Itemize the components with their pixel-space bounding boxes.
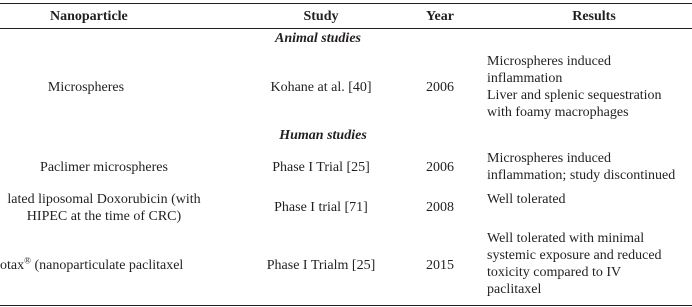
cell-study: Phase I Trialm [25] (266, 258, 376, 273)
results-line: Microspheres induced (487, 54, 612, 69)
results-line: Liver and splenic sequestration (487, 88, 662, 103)
header-results: Results (572, 9, 616, 24)
cell-nanoparticle: Microspheres (47, 80, 125, 95)
section-title-human: Human studies (279, 128, 367, 143)
results-line: Microspheres induced (487, 151, 612, 166)
cell-nanoparticle: Paclimer microspheres (40, 160, 168, 175)
table-bottom-rule (0, 305, 692, 306)
results-line: inflammation; study discontinued (487, 168, 676, 183)
results-line: toxicity compared to IV (487, 265, 622, 280)
cell-results (487, 191, 687, 208)
results-line: systemic exposure and reduced (487, 248, 662, 263)
table-top-rule (0, 3, 692, 4)
cell-results (487, 53, 687, 121)
nanoparticle-suffix: (nanoparticulate paclitaxel (30, 258, 184, 273)
nanoparticle-line: lated liposomal Doxorubicin (with (7, 192, 201, 207)
header-study: Study (303, 9, 339, 24)
cell-study: Kohane at al. [40] (270, 80, 372, 95)
cell-results (487, 150, 687, 184)
results-line: with foamy macrophages (487, 105, 629, 120)
cell-year: 2015 (426, 258, 454, 273)
header-rule (0, 28, 692, 29)
cell-year: 2008 (426, 200, 454, 215)
cell-year: 2006 (426, 160, 454, 175)
cell-nanoparticle (0, 257, 183, 274)
header-year: Year (426, 9, 454, 24)
results-line: inflammation (487, 71, 563, 86)
registered-mark: ® (24, 255, 31, 266)
cell-year: 2006 (426, 80, 454, 95)
results-line: paclitaxel (487, 282, 542, 297)
cell-results (487, 230, 687, 298)
results-line: Well tolerated with minimal (487, 231, 645, 246)
cell-study: Phase I Trial [25] (272, 160, 370, 175)
header-nanoparticle: Nanoparticle (50, 9, 128, 24)
results-line: Well tolerated (487, 192, 566, 207)
section-title-animal: Animal studies (275, 31, 361, 46)
nanoparticle-line: HIPEC at the time of CRC) (26, 209, 182, 224)
cell-nanoparticle (0, 191, 208, 225)
nanoparticle-prefix: otax (0, 258, 25, 273)
cell-study: Phase I trial [71] (274, 200, 368, 215)
